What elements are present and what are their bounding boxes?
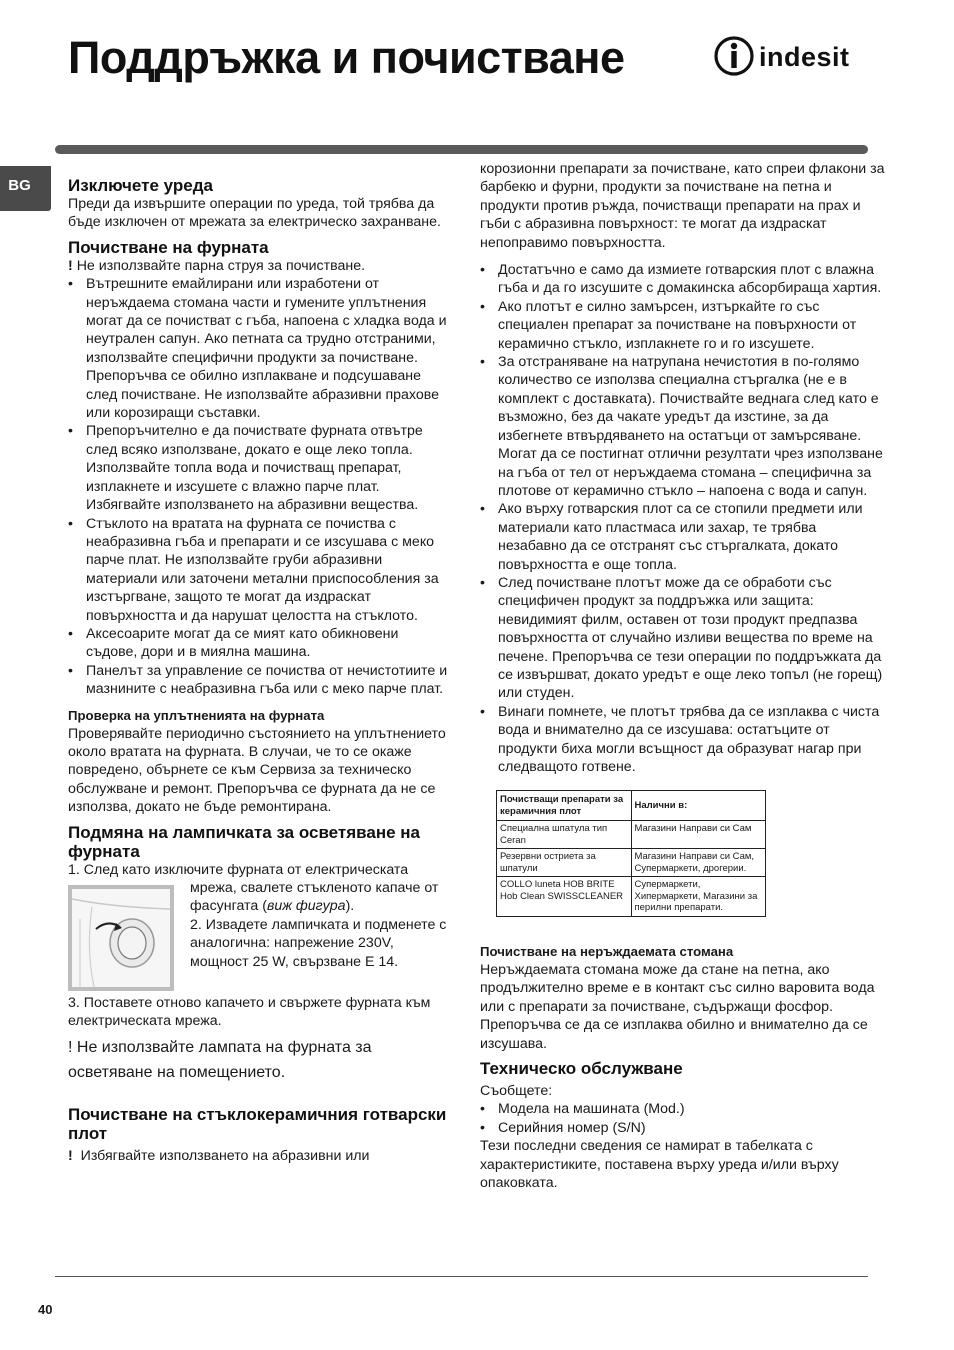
lamp-step-1-rest [190,879,450,916]
unplug-text: Преди да извършите операции по уреда, той трябва да бъде изключен от мрежата за електрическо захранване. [68,196,441,231]
lamp-step-1-text: мрежа, свалете стъкленото капаче от фасунгата ( [190,880,439,915]
warning-mark: ! [68,1147,73,1164]
seal-check-text: Проверявайте периодично състоянието на уплътнението около вратата на фурната. В случаи, че то се окаже повредено, обърнете се към Сервиза за техническо обслужване и ремонт. Препоръчва се фурната да не се използва, докато не бъде ремонтирана. [68,725,446,816]
section-title-ceramic-hob: Почистване на стъклокерамичния готварски плот [68,1104,447,1143]
ceramic-hob-list [480,261,888,776]
table-cell: Специална шпатула тип Ceran [497,821,632,849]
figure-reference: виж фигура [266,898,346,915]
list-item: • Достатъчно е само да измиете готварския плот с влажна гъба и да го изсушите с домакинска абсорбираща хартия. [480,261,888,298]
page-number: 40 [38,1302,53,1317]
oven-cleaning-warning [68,257,448,275]
section-title-oven-cleaning: Почистване на фурната [68,237,269,257]
table-cell: Магазини Направи си Сам, Супермаркети, дрогерии. [631,849,766,877]
section-title-seal-check: Проверка на уплътненията на фурната [68,707,325,723]
service-list [480,1100,888,1137]
oven-cleaning-list [68,275,448,698]
cleaning-products-table [496,790,766,917]
warning-text: Не използвайте парна струя за почистване. [76,257,366,274]
header-rule [55,145,868,154]
lamp-step-1-line: 1. След като изключите фурната от електрическата [68,861,409,878]
section-title-lamp-replacement: Подмяна на лампичката за осветяване на фурната [68,822,421,861]
list-item: • Серийния номер (S/N) [480,1119,888,1137]
list-item: • За отстраняване на натрупана нечистотия в по-голямо количество се използва специална стъргалка (не е в комплект с доставката). Почиствайте веднага след като е възможно, без да чакате уредът да изстине, за да избегнете втвърдяването на остатъци от замърсяване. Могат да се постигнат отлични резултати чрез използване на гъба от тел от неръждаема стомана – специфична за плотове от керамично стъкло – напоена с вода и сапун. [480,353,888,500]
list-item: • След почистване плотът може да се обработи със специфичен продукт за поддръжка или защита: невидимият филм, оставен от този продукт предпазва повърхността от случайно изливи вещества по време на печене. Препоръчва се тези операции по поддръжката да се извършват, докато уредът е още леко топъл (не горещ) или студен. [480,574,888,703]
lamp-step-3: 3. Поставете отново капачето и свържете фурната към електрическата мрежа. [68,995,431,1030]
left-column [68,176,448,1165]
table-header-cell: Почистващи препарати за керамичния плот [497,791,632,821]
ceramic-hob-warning-continued: корозионни препарати за почистване, като спреи флакони за барбекю и фурни, продукти за почистване на петна и продукти против ръжда, почистващи препарати на прах и гъби с абразивна повърхност: те могат да издраскат непоправимо повърхността. [480,161,885,251]
lamp-step-block [68,879,448,1009]
brand-wordmark: indesit [759,42,850,72]
table-header-row [497,791,766,821]
service-intro: Съобщете: [480,1082,553,1099]
language-tab: BG [0,166,51,211]
section-title-stainless-steel: Почистване на неръждаемата стомана [480,943,734,959]
section-title-service: Техническо обслужване [480,1058,683,1078]
list-item: • Аксесоарите могат да се мият като обикновени съдове, дори и в миялна машина. [68,625,448,662]
stainless-steel-text: Неръждаемата стомана може да стане на петна, ако продължително време е в контакт със силно варовита вода или с препарати за почистване, съдържащи фосфор. Препоръчва се да се изплаква обилно и внимателно да се изсушава. [480,961,875,1052]
table-cell: Магазини Направи си Сам [631,821,766,849]
table-cell: Супермаркети, Хипермаркети, Магазини за перилни препарати. [631,877,766,917]
warning-text: Избягвайте използването на абразивни или [80,1147,370,1164]
lamp-cover-illustration [72,889,170,987]
list-item: • Ако плотът е силно замърсен, изтъркайте го със специален препарат за почистване на повърхности от керамично стъкло, изплакнете го и го изсушете. [480,298,888,353]
list-item: • Панелът за управление се почиства от нечистотиите и мазнините с неабразивна гъба или с меко парче плат. [68,662,448,699]
lamp-steps-text [190,879,450,971]
table-cell: COLLO luneta HOB BRITE Hob Clean SWISSCLEANER [497,877,632,917]
lamp-step-2: 2. Извадете лампичката и подменете с аналогична: напрежение 230V, мощност 25 W, свързване Е 14. [190,916,447,970]
page-title: Поддръжка и почистване [68,32,625,83]
table-row [497,877,766,917]
warning-mark: ! [68,257,73,274]
service-text: Тези последни сведения се намират в табелката с характеристиките, поставена върху уреда и/или върху опаковката. [480,1138,839,1191]
right-column [480,160,888,1192]
list-item: • Винаги помнете, че плотът трябва да се изплаква с чиста вода и внимателно да се изсушава: остатъците от продукти биха могли всъщност да образуват нагар при следващото готвене. [480,703,888,777]
list-item: • Препоръчително е да почиствате фурната отвътре след всяко използване, докато е още леко топла. Използвайте топла вода и почистващ препарат, изплакнете и изсушете с влажно парче плат. Избягвайте използването на абразивни вещества. [68,422,448,514]
list-item: • Ако върху готварския плот са се стопили предмети или материали като пластмаса или захар, те трябва незабавно да се отстранят със стъргалката, докато повърхността е още топла. [480,500,888,574]
table-row [497,821,766,849]
table-row [497,849,766,877]
lamp-figure [68,885,174,991]
indesit-logo [714,34,872,78]
lamp-step-1-end: ). [345,898,355,915]
table-header-cell: Налични в: [631,791,766,821]
lamp-warning: ! Не използвайте лампата на фурната за осветяване на помещението. [68,1038,372,1081]
list-item: • Модела на машината (Mod.) [480,1100,888,1118]
list-item: • Стъклото на вратата на фурната се почиства с неабразивна гъба и препарати и се изсушава с меко парче плат. Не използвайте груби абразивни материали или заточени метални приспособления за изстъргване, защото те могат да издраскат повърхността и да нарушат целостта на стъклото. [68,515,448,625]
ceramic-hob-warning [68,1147,448,1165]
table-cell: Резервни остриета за шпатули [497,849,632,877]
list-item: • Вътрешните емайлирани или изработени от неръждаема стомана части и гумените уплътнения могат да се почистват с гъба, напоена с хладка вода и неутрален сапун. Ако петната са трудно отстраними, използвайте специфични продукти за почистване. Препоръчва се обилно изплакване и подсушаване след почистване. Не използвайте абразивни прахове или корозиращи съставки. [68,275,448,422]
footer-rule [55,1276,868,1277]
section-title-unplug: Изключете уреда [68,176,213,195]
